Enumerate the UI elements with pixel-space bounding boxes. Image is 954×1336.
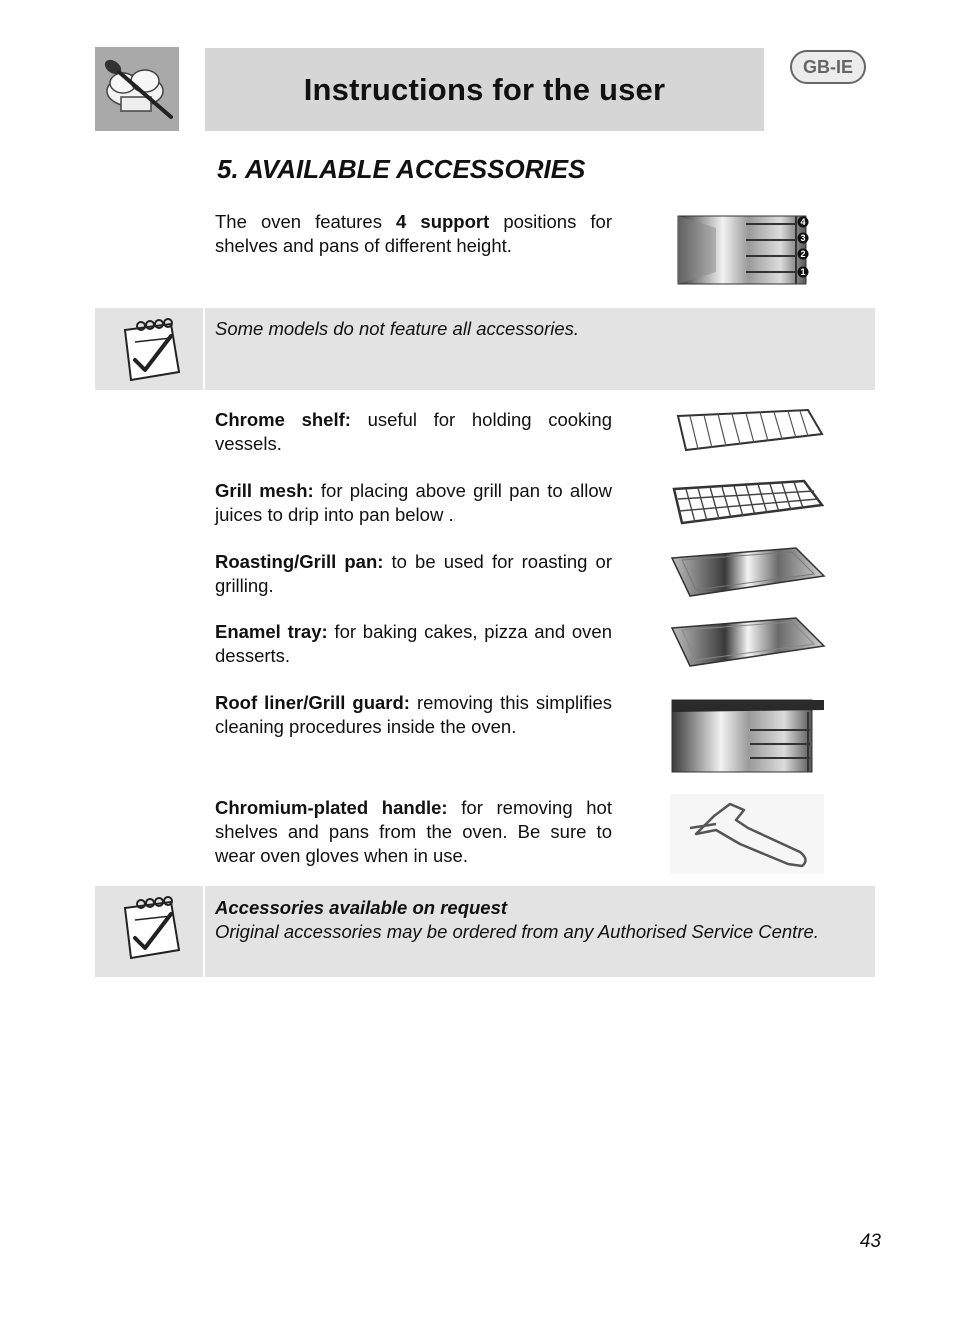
note-body: Original accessories may be ordered from any Authorised Service Centre. <box>215 921 819 942</box>
note-icon-cell <box>95 886 203 977</box>
title-bar <box>205 48 764 131</box>
shelf-label-4: 4 <box>800 217 806 227</box>
intro-bold: 4 support <box>396 211 490 232</box>
accessory-name: Roasting/Grill pan: <box>215 551 384 572</box>
shelf-label-2: 2 <box>800 249 806 259</box>
accessory-roasting-pan <box>215 550 612 598</box>
accessory-grill-mesh <box>215 479 612 527</box>
note-divider <box>203 886 205 977</box>
accessory-enamel-tray <box>215 620 612 668</box>
accessory-chrome-shelf <box>215 408 612 456</box>
accessory-handle <box>215 796 612 868</box>
accessory-name: Grill mesh: <box>215 480 314 501</box>
section-heading: 5. AVAILABLE ACCESSORIES <box>217 154 586 184</box>
note-text <box>215 896 867 944</box>
oven-shelf-positions-image <box>676 210 812 286</box>
grill-mesh-icon <box>668 477 826 527</box>
intro-text-start: The oven features <box>215 211 397 232</box>
accessory-desc: useful for holding cooking vessels. <box>215 409 612 454</box>
roof-liner-icon <box>670 690 824 774</box>
intro-paragraph <box>215 210 612 258</box>
note-title: Accessories available on request <box>215 897 508 918</box>
accessory-desc: removing this simplifies cleaning procedures inside the oven. <box>215 692 612 737</box>
note-text: Some models do not feature all accessories. <box>215 318 580 339</box>
page-title: Instructions for the user <box>303 71 666 107</box>
note-box-request <box>95 886 875 977</box>
note-box-models <box>95 308 875 390</box>
accessory-name: Chromium-plated handle: <box>215 797 448 818</box>
accessory-name: Chrome shelf: <box>215 409 351 430</box>
accessory-name: Roof liner/Grill guard: <box>215 692 410 713</box>
shelf-label-1: 1 <box>800 267 806 277</box>
intro-text-end: positions for shelves and pans of different height. <box>215 211 613 256</box>
note-divider <box>203 308 205 390</box>
tray-handle-icon <box>670 794 824 874</box>
accessory-desc: for removing hot shelves and pans from the oven. Be sure to wear oven gloves when in use. <box>215 797 612 866</box>
notepad-check-icon <box>95 886 203 977</box>
wire-shelf-icon <box>668 406 826 456</box>
page-number: 43 <box>859 1231 881 1252</box>
region-badge <box>790 50 866 84</box>
note-icon-cell <box>95 308 203 390</box>
accessory-desc: for baking cakes, pizza and oven desserts. <box>215 621 612 666</box>
enamel-tray-icon <box>668 616 826 668</box>
accessory-roof-liner <box>215 691 612 739</box>
notepad-check-icon <box>95 308 203 390</box>
chef-hat-spoon-icon <box>95 47 179 131</box>
shelf-label-3: 3 <box>800 233 806 243</box>
accessory-name: Enamel tray: <box>215 621 328 642</box>
accessory-desc: to be used for roasting or grilling. <box>215 551 612 596</box>
roasting-pan-icon <box>668 546 826 598</box>
accessory-desc: for placing above grill pan to allow juices to drip into pan below . <box>215 480 612 525</box>
logo <box>95 47 179 131</box>
region-label: GB-IE <box>802 56 853 77</box>
